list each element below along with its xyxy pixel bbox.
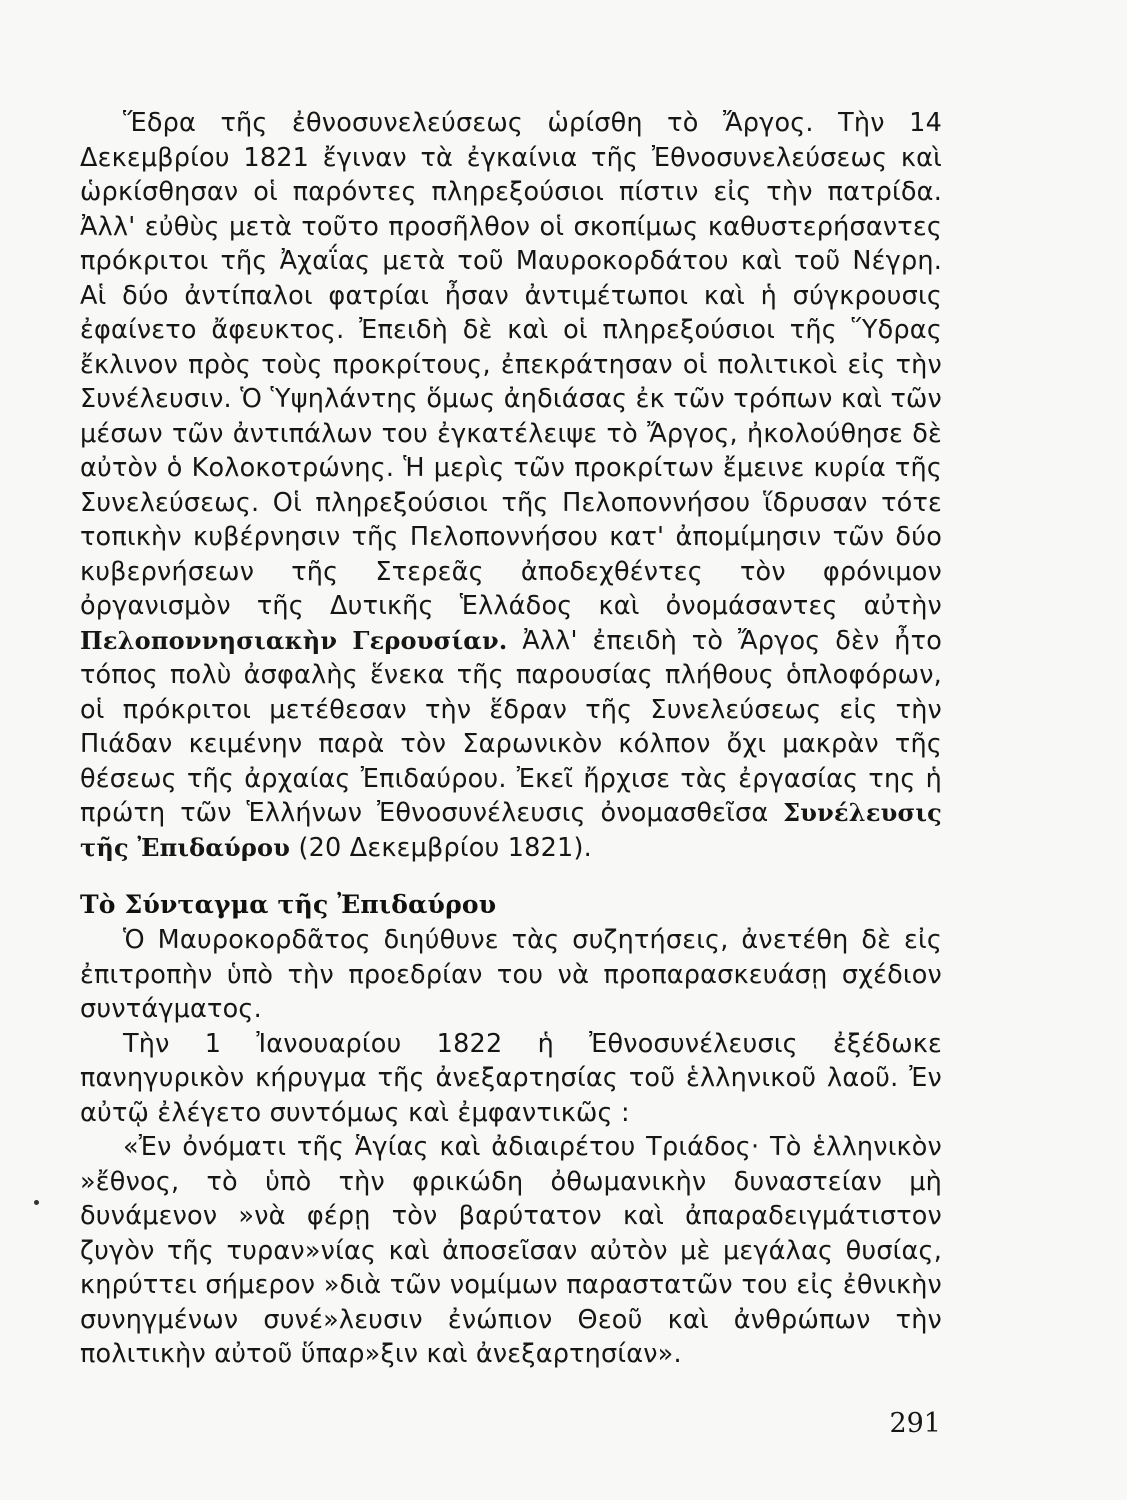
paragraph-text: Ἀλλ' ἐπειδὴ τὸ Ἄργος δὲν ἦτο τόπος πολὺ ἀσφαλὴς ἕνεκα τῆς παρουσίας πλήθους ὁπλοφόρων, οἱ πρόκριτοι μετέθεσαν τὴν ἕδραν τῆς Συνελεύσεως εἰς τὴν Πιάδαν κειμένην παρὰ τὸν Σαρωνικὸν κόλπον ὄχι μακρὰν τῆς θέσεως τῆς ἀρχαίας Ἐπιδαύρου. Ἐκεῖ ἤρχισε τὰς ἐργασίας της ἡ πρώτη τῶν Ἑλλήνων Ἐθνοσυνέλευσις ὀνομασθεῖσα <box>80 625 942 828</box>
paragraph-declaration: Τὴν 1 Ἰανουαρίου 1822 ἡ Ἐθνοσυνέλευσις ἐξέδωκε πανηγυρικὸν κήρυγμα τῆς ἀνεξαρτησίας τοῦ ἑλληνικοῦ λαοῦ. Ἐν αὐτῷ ἐλέγετο συντόμως καὶ ἐμφαντικῶς : <box>80 1028 942 1128</box>
paragraph-text: (20 Δεκεμβρίου 1821). <box>298 832 592 863</box>
page-number: 291 <box>889 1408 941 1439</box>
bold-term-assembly-epidaurus: Συνέλευσις τῆς Ἐπιδαύρου <box>80 798 942 862</box>
paragraph-text: Ἕδρα τῆς ἐθνοσυνελεύσεως ὡρίσθη τὸ Ἄργος. Τὴν 14 Δεκεμβρίου 1821 ἔγιναν τὰ ἐγκαίνια τῆς Ἐθνοσυνελεύσεως καὶ ὡρκίσθησαν οἱ παρόντες πληρεξούσιοι πίστιν εἰς τὴν πατρίδα. Ἀλλ' εὐθὺς μετὰ τοῦτο προσῆλθον οἱ σκοπίμως καθυστερήσαντες πρόκριτοι τῆς Ἀχαΐας μετὰ τοῦ Μαυροκορδάτου καὶ τοῦ Νέγρη. Αἱ δύο ἀντίπαλοι φατρίαι ἦσαν ἀντιμέτωποι καὶ ἡ σύγκρουσις ἐφαίνετο ἄφευκτος. Ἐπειδὴ δὲ καὶ οἱ πληρεξούσιοι τῆς Ὕδρας ἔκλινον πρὸς τοὺς προκρίτους, ἐπεκράτησαν οἱ πολιτικοὶ εἰς τὴν Συνέλευσιν. Ὁ Ὑψηλάντης ὅμως ἀηδιάσας ἐκ τῶν τρόπων καὶ τῶν μέσων τῶν ἀντιπάλων του ἐγκατέλειψε τὸ Ἄργος, ἠκολούθησε δὲ αὐτὸν ὁ Κολοκοτρώνης. Ἡ μερὶς τῶν προκρίτων ἔμεινε κυρία τῆς Συνελεύσεως. Οἱ πληρεξούσιοι τῆς Πελοποννήσου ἵδρυσαν τότε τοπικὴν κυβέρνησιν τῆς Πελοποννήσου κατ' ἀπομίμησιν τῶν δύο κυβερνήσεων τῆς Στερεᾶς ἀποδεχθέντες τὸν φρόνιμον ὀργανισμὸν τῆς Δυτικῆς Ἑλλάδος καὶ ὀνομάσαντες αὐτὴν <box>80 108 942 621</box>
margin-mark <box>34 1200 39 1205</box>
body-text <box>80 106 942 1372</box>
paragraph-assembly-argos <box>80 106 942 865</box>
bold-term-peloponnesian-senate: Πελοποννησιακὴν Γερουσίαν. <box>80 625 508 655</box>
paragraph-constitution-draft: Ὁ Μαυροκορδᾶτος διηύθυνε τὰς συζητήσεις, ἀνετέθη δὲ εἰς ἐπιτροπὴν ὑπὸ τὴν προεδρίαν του νὰ προπαρασκευάσῃ σχέδιον συντάγματος. <box>80 925 942 1024</box>
section-heading: Τὸ Σύνταγμα τῆς Ἐπιδαύρου <box>80 890 497 919</box>
paragraph-quote: «Ἐν ὀνόματι τῆς Ἁγίας καὶ ἀδιαιρέτου Τριάδος· Τὸ ἑλληνικὸν »ἔθνος, τὸ ὑπὸ τὴν φρικώδη ὀθωμανικὴν δυναστείαν μὴ δυνάμενον »νὰ φέρῃ τὸν βαρύτατον καὶ ἀπαραδειγμάτιστον ζυγὸν τῆς τυραν»νίας καὶ ἀποσεῖσαν αὐτὸν μὲ μεγάλας θυσίας, κηρύττει σήμερον »διὰ τῶν νομίμων παραστατῶν του εἰς ἐθνικὴν συνηγμένων συνέ»λευσιν ἐνώπιον Θεοῦ καὶ ἀνθρώπων τὴν πολιτικὴν αὐτοῦ ὕπαρ»ξιν καὶ ἀνεξαρτησίαν». <box>80 1132 942 1369</box>
